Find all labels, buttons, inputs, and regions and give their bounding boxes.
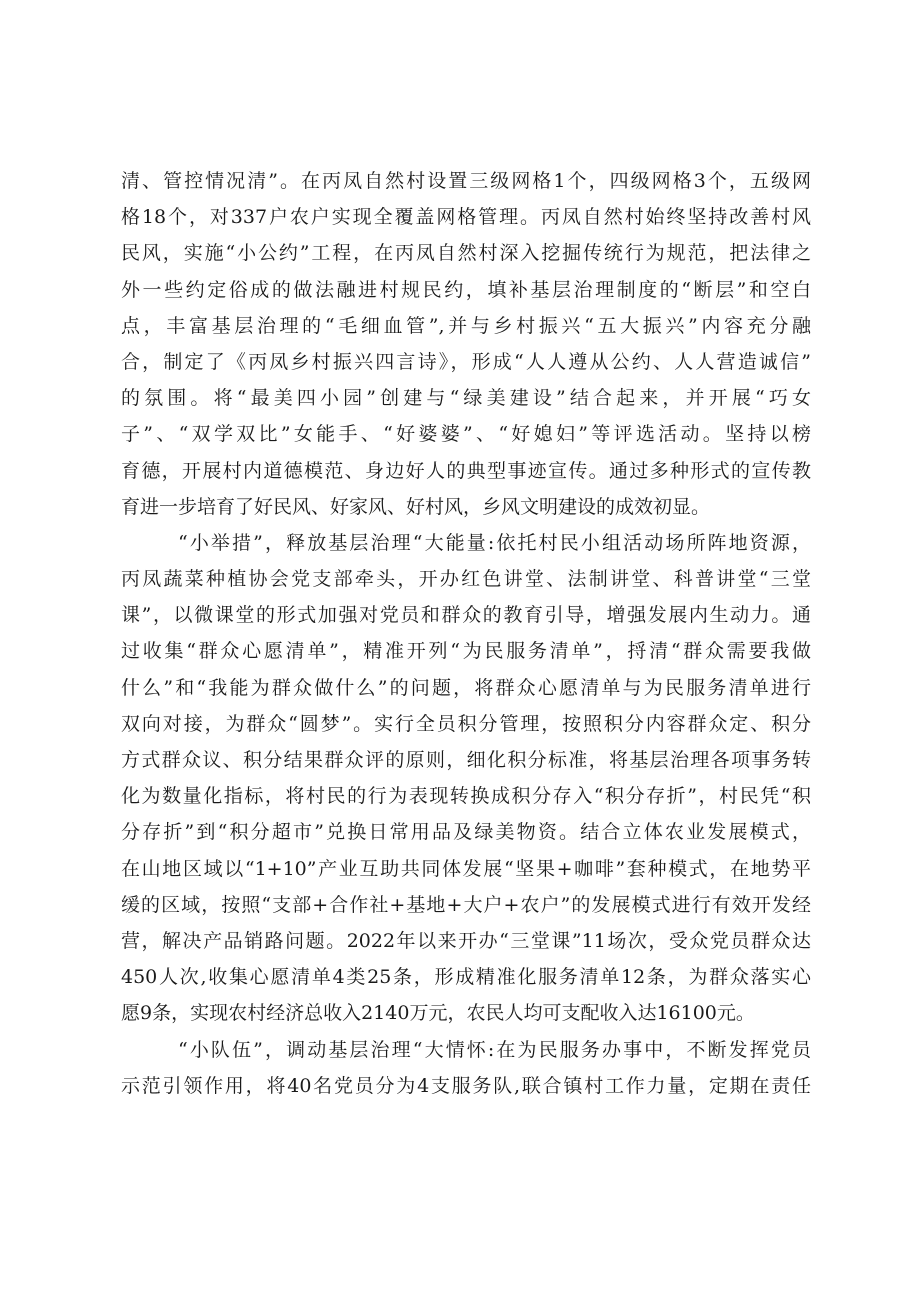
- text-line: “小举措”，释放基层治理“大能量:依托村民小组活动场所阵地资源，: [178, 531, 811, 554]
- text-line: 育进一步培育了好民风、好家风、好村风，乡风文明建设的成效初显。: [121, 495, 711, 518]
- text-line: 外一些约定俗成的做法融进村规民约，填补基层治理制度的“断层”和空白: [121, 278, 811, 301]
- text-line: 课”，以微课堂的形式加强对党员和群众的教育引导，增强发展内生动力。通: [121, 604, 811, 627]
- text-line: 缓的区域，按照“支部+合作社+基地+大户+农户”的发展模式进行有效开发经: [121, 893, 811, 916]
- text-line: 双向对接，为群众“圆梦”。实行全员积分管理，按照积分内容群众定、积分: [121, 712, 811, 735]
- text-line: 育德，开展村内道德模范、身边好人的典型事迹宣传。通过多种形式的宣传教: [121, 459, 811, 482]
- text-line: “小队伍”，调动基层治理“大情怀:在为民服务办事中，不断发挥党员: [178, 1038, 811, 1061]
- text-line: 营，解决产品销路问题。2022年以来开办“三堂课”11场次，受众党员群众达: [121, 929, 811, 952]
- text-line: 方式群众议、积分结果群众评的原则，细化积分标准，将基层治理各项事务转: [121, 749, 811, 771]
- text-line: 丙凤蔬菜种植协会党支部牵头，开办红色讲堂、法制讲堂、科普讲堂“三堂: [121, 568, 811, 591]
- text-line: 格18个，对337户农户实现全覆盖网格管理。丙凤自然村始终坚持改善村风: [121, 206, 811, 229]
- text-line: 示范引领作用，将40名党员分为4支服务队,联合镇村工作力量，定期在责任: [121, 1074, 811, 1097]
- text-line: 450人次,收集心愿清单4类25条，形成精准化服务清单12条，为群众落实心: [121, 966, 811, 989]
- text-line: 分存折”到“积分超市”兑换日常用品及绿美物资。结合立体农业发展模式，: [121, 821, 811, 844]
- text-line: 点，丰富基层治理的“毛细血管”,并与乡村振兴“五大振兴”内容充分融: [121, 314, 811, 337]
- text-line: 子”、“双学双比”女能手、“好婆婆”、“好媳妇”等评选活动。坚持以榜: [121, 423, 811, 446]
- paragraph-1: [121, 163, 811, 525]
- text-line: 在山地区域以“1+10”产业互助共同体发展“坚果+咖啡”套种模式，在地势平: [121, 857, 811, 880]
- body-text: [121, 163, 811, 1104]
- paragraph-3: [121, 1032, 811, 1104]
- text-line: 过收集“群众心愿清单”，精准开列“为民服务清单”，捋清“群众需要我做: [121, 640, 811, 663]
- text-line: 民风，实施“小公约”工程，在丙凤自然村深入挖掘传统行为规范，把法律之: [121, 242, 811, 265]
- paragraph-2: [121, 525, 811, 1032]
- text-line: 化为数量化指标，将村民的行为表现转换成积分存入“积分存折”，村民凭“积: [121, 785, 811, 808]
- text-line: 合，制定了《丙凤乡村振兴四言诗》，形成“人人遵从公约、人人营造诚信”: [121, 350, 811, 373]
- text-line: 清、管控情况清”。在丙凤自然村设置三级网格1个，四级网格3个，五级网: [121, 170, 811, 192]
- text-line: 愿9条，实现农村经济总收入2140万元，农民人均可支配收入达16100元。: [121, 1002, 755, 1025]
- text-line: 的氛围。将“最美四小园”创建与“绿美建设”结合起来，并开展“巧女: [121, 387, 811, 410]
- text-line: 什么”和“我能为群众做什么”的问题，将群众心愿清单与为民服务清单进行: [121, 676, 811, 699]
